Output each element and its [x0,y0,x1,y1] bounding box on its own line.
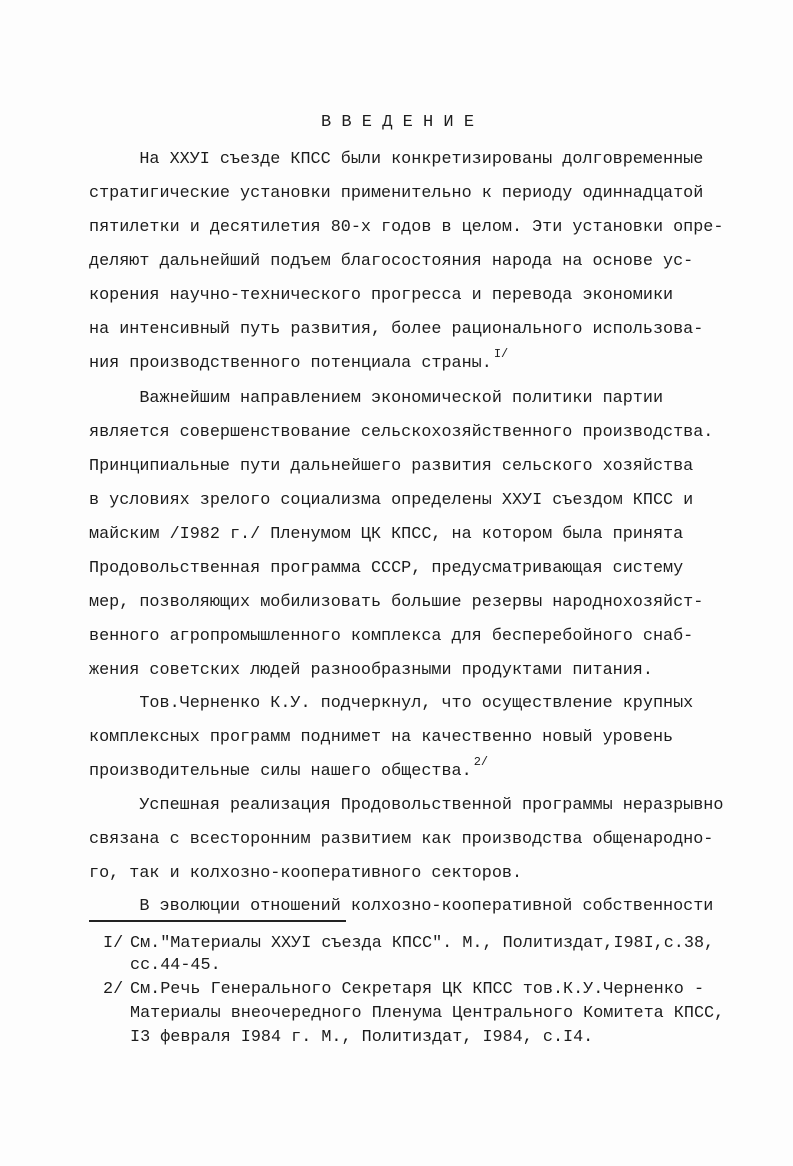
body-line: Тов.Черненко К.У. подчеркнул, что осуществление крупных [89,694,694,713]
body-line: деляют дальнейший подъем благосостояния народа на основе ус- [89,252,694,271]
body-line: венного агропромышленного комплекса для бесперебойного снаб- [89,627,694,646]
body-line: в условиях зрелого социализма определены ХХУI съездом КПСС и [89,491,694,510]
footnote-2-line: См.Речь Генерального Секретаря ЦК КПСС тов.К.У.Черненко - [130,980,705,999]
body-line: жения советских людей разнообразными продуктами питания. [89,661,653,680]
footnote-mark-1: I/ [103,934,124,953]
footnote-1-line: См."Материалы ХХУI съезда КПСС". М., Политиздат,I98I,с.38, [130,934,715,953]
body-line: на интенсивный путь развития, более рационального использова- [89,320,704,339]
footnote-2-line: Материалы внеочередного Пленума Центрального Комитета КПСС, [130,1004,725,1023]
body-line: стратигические установки применительно к периоду одиннадцатой [89,184,704,203]
body-line: Принципиальные пути дальнейшего развития сельского хозяйства [89,457,694,476]
body-line: комплексных программ поднимет на качественно новый уровень [89,728,674,747]
body-line: го, так и колхозно-кооперативного секторов. [89,864,523,883]
body-line-with-footnote-ref [89,347,509,374]
body-line-with-footnote-ref [89,755,489,782]
body-line: пятилетки и десятилетия 80-х годов в целом. Эти установки опре- [89,218,724,237]
body-line: корения научно-технического прогресса и перевода экономики [89,286,674,305]
footnote-mark-2: 2/ [103,980,124,999]
body-line-text: производительные силы нашего общества. [89,762,472,781]
page-title: В В Е Д Е Н И Е [321,113,475,132]
body-line: майским /I982 г./ Пленумом ЦК КПСС, на котором была принята [89,525,684,544]
body-line: связана с всесторонним развитием как производства общенародно- [89,830,714,849]
body-line: является совершенствование сельскохозяйственного производства. [89,423,714,442]
body-line: Продовольственная программа СССР, предусматривающая систему [89,559,684,578]
body-line: Успешная реализация Продовольственной программы неразрывно [89,796,724,815]
footnote-2-line: I3 февраля I984 г. М., Политиздат, I984, с.I4. [130,1028,594,1047]
footnote-ref-1: I/ [493,347,509,361]
footnote-ref-2: 2/ [473,755,489,769]
body-line: Важнейшим направлением экономической политики партии [89,389,664,408]
body-line-text: ния производственного потенциала страны. [89,354,492,373]
footnote-separator [89,920,346,922]
body-line: На ХХУI съезде КПСС были конкретизированы долговременные [89,150,704,169]
body-line: В эволюции отношений колхозно-кооперативной собственности [89,897,714,916]
footnote-1-line: сс.44-45. [130,956,221,975]
body-line: мер, позволяющих мобилизовать большие резервы народнохозяйст- [89,593,704,612]
